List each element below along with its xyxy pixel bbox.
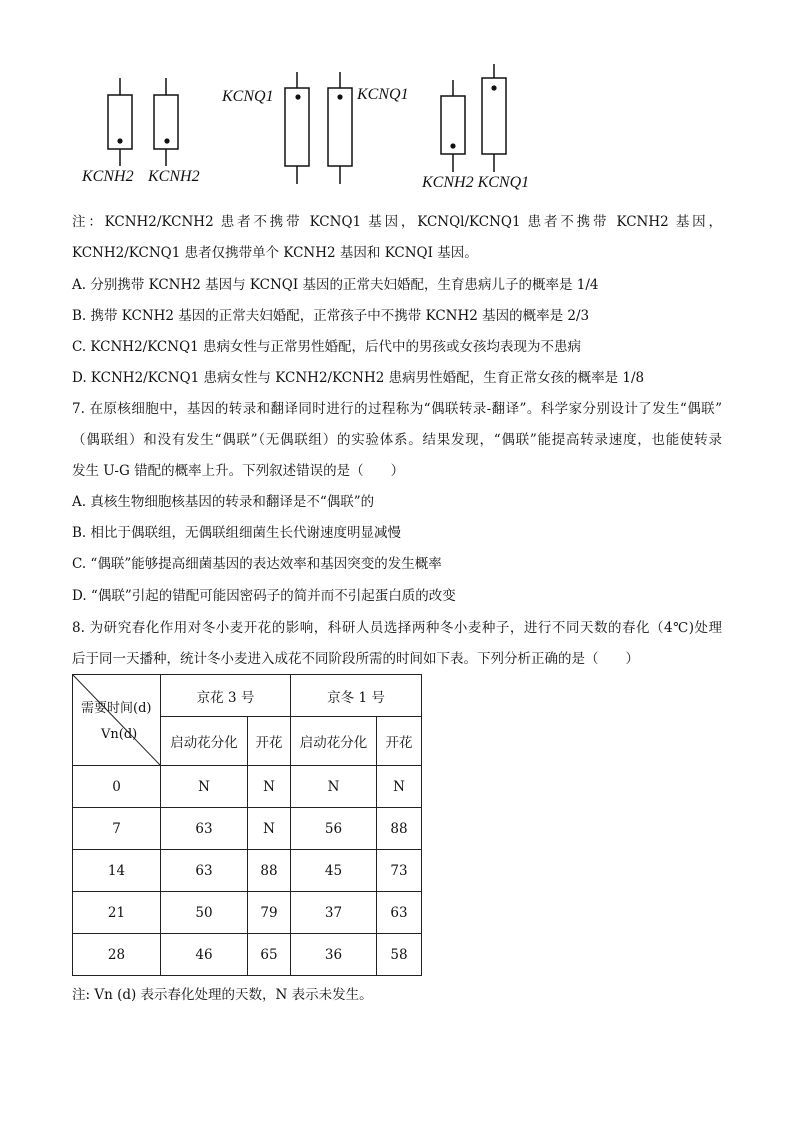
q8-stem-line-2: 后于同一天播种，统计冬小麦进入成花不同阶段所需的时间如下表。下列分析正确的是（ ） <box>72 651 639 667</box>
table-cell: 46 <box>161 934 248 976</box>
chromosome-6 <box>482 64 506 172</box>
label-kcnh2-kcnq1: KCNH2 KCNQ1 <box>422 174 530 191</box>
subheader-cell: 启动花分化 <box>161 717 248 766</box>
q6-option-a: A. 分别携带 KCNH2 基因与 KCNQI 基因的正常夫妇婚配，生育患病儿子的概率是 1/4 <box>72 277 599 293</box>
note-line-1: 注：KCNH2/KCNH2 患者不携带 KCNQ1 基因，KCNQl/KCNQ1 患者不携带 KCNH2 基因， <box>72 214 722 230</box>
gene-dot <box>450 143 455 148</box>
subheader-cell: 开花 <box>248 717 291 766</box>
q7-option-c: C. “偶联”能够提高细菌基因的表达效率和基因突变的发生概率 <box>72 556 442 572</box>
table-cell: N <box>248 766 291 808</box>
table-cell: 36 <box>291 934 377 976</box>
table-cell: 58 <box>377 934 422 976</box>
corner-label-vn: Vn(d) <box>101 727 138 742</box>
gene-dot <box>164 138 169 143</box>
table-cell: 21 <box>73 892 161 934</box>
subheader-cell: 启动花分化 <box>291 717 377 766</box>
q6-option-b: B. 携带 KCNH2 基因的正常夫妇婚配，正常孩子中不携带 KCNH2 基因的概率是 2/3 <box>72 308 590 324</box>
chromosome-3 <box>285 72 309 184</box>
vernalization-table <box>72 674 422 976</box>
table-cell: N <box>248 808 291 850</box>
table-cell: 63 <box>161 850 248 892</box>
q7-stem-line-3: 发生 U-G 错配的概率上升。下列叙述错误的是（ ） <box>72 463 405 479</box>
gene-dot <box>491 85 496 90</box>
table-cell: 65 <box>248 934 291 976</box>
table-row <box>73 808 422 850</box>
table-cell: 50 <box>161 892 248 934</box>
q8-stem-line-1: 8. 为研究春化作用对冬小麦开花的影响，科研人员选择两种冬小麦种子，进行不同天数的春化（4℃)处理 <box>72 620 722 636</box>
label-kcnq1-right: KCNQ1 <box>357 86 409 103</box>
table-row <box>73 850 422 892</box>
table-cell: 73 <box>377 850 422 892</box>
q7-stem-line-1: 7. 在原核细胞中，基因的转录和翻译同时进行的过程称为“偶联转录-翻译”。科学家分别设计了发生“偶联” <box>72 401 722 417</box>
q7-option-b: B. 相比于偶联组，无偶联组细菌生长代谢速度明显减慢 <box>72 525 402 541</box>
table-cell: N <box>161 766 248 808</box>
chromosome-1 <box>108 78 132 166</box>
q6-option-c: C. KCNH2/KCNQ1 患病女性与正常男性婚配，后代中的男孩或女孩均表现为不患病 <box>72 339 582 355</box>
subheader-cell: 开花 <box>377 717 422 766</box>
table-cell: 7 <box>73 808 161 850</box>
header-variety-1: 京花 3 号 <box>161 675 291 717</box>
label-kcnh2-left: KCNH2 <box>82 168 134 185</box>
table-row <box>73 892 422 934</box>
table-cell: 88 <box>248 850 291 892</box>
table-cell: 63 <box>377 892 422 934</box>
chromosome-5 <box>441 80 465 172</box>
table-cell: 56 <box>291 808 377 850</box>
header-variety-2: 京冬 1 号 <box>291 675 422 717</box>
chromosome-2 <box>154 78 178 166</box>
table-cell: 45 <box>291 850 377 892</box>
table-cell: 14 <box>73 850 161 892</box>
table-cell: 0 <box>73 766 161 808</box>
table-corner-cell <box>73 675 161 766</box>
label-kcnq1-left: KCNQ1 <box>222 88 274 105</box>
table-note: 注: Vn (d) 表示春化处理的天数，N 表示未发生。 <box>72 987 373 1003</box>
q7-stem-line-2: （偶联组）和没有发生“偶联”（无偶联组）的实验体系。结果发现，“偶联”能提高转录速度，也能使转录 <box>72 432 722 448</box>
table-row <box>73 934 422 976</box>
table-cell: 88 <box>377 808 422 850</box>
gene-dot <box>295 94 300 99</box>
corner-label-time: 需要时间(d) <box>81 701 152 716</box>
chromosome-4 <box>328 72 352 184</box>
note-line-2: KCNH2/KCNQ1 患者仅携带单个 KCNH2 基因和 KCNQI 基因。 <box>72 245 478 261</box>
table-cell: 37 <box>291 892 377 934</box>
table-cell: 79 <box>248 892 291 934</box>
table-cell: 63 <box>161 808 248 850</box>
q7-option-a: A. 真核生物细胞核基因的转录和翻译是不“偶联”的 <box>72 494 375 510</box>
table-cell: N <box>377 766 422 808</box>
q7-option-d: D. “偶联”引起的错配可能因密码子的简并而不引起蛋白质的改变 <box>72 588 456 604</box>
label-kcnh2-right: KCNH2 <box>148 168 200 185</box>
table-cell: 28 <box>73 934 161 976</box>
table-row <box>73 766 422 808</box>
table-cell: N <box>291 766 377 808</box>
q6-option-d: D. KCNH2/KCNQ1 患病女性与 KCNH2/KCNH2 患病男性婚配，生育正常女孩的概率是 1/8 <box>72 370 645 386</box>
gene-dot <box>117 138 122 143</box>
gene-dot <box>337 94 342 99</box>
